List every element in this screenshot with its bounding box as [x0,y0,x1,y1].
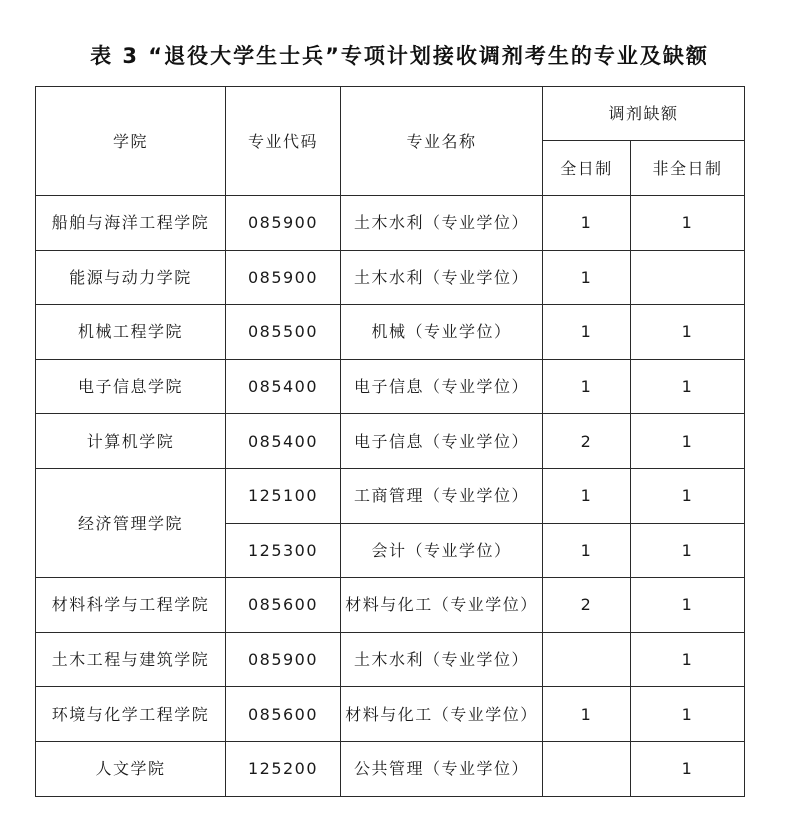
code-cell: 085400 [226,414,341,469]
school-cell: 船舶与海洋工程学院 [36,196,226,251]
part-time-cell: 1 [631,359,745,414]
major-cell: 机械（专业学位） [341,305,543,360]
part-time-cell: 1 [631,741,745,796]
table-row [36,250,745,305]
code-cell: 085900 [226,250,341,305]
part-time-cell: 1 [631,687,745,742]
full-time-cell [543,741,631,796]
school-cell: 能源与动力学院 [36,250,226,305]
table-row [36,305,745,360]
part-time-cell: 1 [631,468,745,523]
code-cell: 085400 [226,359,341,414]
school-cell: 经济管理学院 [36,468,226,577]
code-cell: 085500 [226,305,341,360]
full-time-cell: 1 [543,196,631,251]
page-title: 表 3 “退役大学生士兵”专项计划接收调剂考生的专业及缺额 [90,44,709,68]
code-cell: 085600 [226,687,341,742]
full-time-cell: 2 [543,578,631,633]
table-row [36,741,745,796]
table-header-row [36,87,745,141]
school-cell: 土木工程与建筑学院 [36,632,226,687]
table-row [36,687,745,742]
school-cell: 电子信息学院 [36,359,226,414]
major-cell: 土木水利（专业学位） [341,632,543,687]
school-cell: 机械工程学院 [36,305,226,360]
school-cell: 材料科学与工程学院 [36,578,226,633]
full-time-cell: 1 [543,468,631,523]
major-cell: 会计（专业学位） [341,523,543,578]
major-cell: 土木水利（专业学位） [341,196,543,251]
major-cell: 公共管理（专业学位） [341,741,543,796]
part-time-cell: 1 [631,414,745,469]
quota-table [35,86,745,797]
major-cell: 电子信息（专业学位） [341,359,543,414]
code-cell: 085900 [226,632,341,687]
school-cell: 计算机学院 [36,414,226,469]
full-time-cell: 1 [543,359,631,414]
full-time-cell: 2 [543,414,631,469]
table-row [36,468,745,523]
table-row [36,196,745,251]
major-cell: 材料与化工（专业学位） [341,578,543,633]
table-row [36,578,745,633]
header-school: 学院 [36,87,226,196]
table-row [36,414,745,469]
full-time-cell: 1 [543,523,631,578]
part-time-cell: 1 [631,305,745,360]
code-cell: 125100 [226,468,341,523]
code-cell: 085600 [226,578,341,633]
table-row [36,359,745,414]
code-cell: 085900 [226,196,341,251]
part-time-cell: 1 [631,523,745,578]
code-cell: 125200 [226,741,341,796]
header-major: 专业名称 [341,87,543,196]
full-time-cell: 1 [543,250,631,305]
part-time-cell: 1 [631,578,745,633]
school-cell: 环境与化学工程学院 [36,687,226,742]
full-time-cell [543,632,631,687]
header-code: 专业代码 [226,87,341,196]
school-cell: 人文学院 [36,741,226,796]
major-cell: 材料与化工（专业学位） [341,687,543,742]
code-cell: 125300 [226,523,341,578]
part-time-cell [631,250,745,305]
full-time-cell: 1 [543,687,631,742]
table-row [36,632,745,687]
major-cell: 电子信息（专业学位） [341,414,543,469]
full-time-cell: 1 [543,305,631,360]
part-time-cell: 1 [631,632,745,687]
major-cell: 土木水利（专业学位） [341,250,543,305]
part-time-cell: 1 [631,196,745,251]
header-full-time: 全日制 [543,141,631,196]
major-cell: 工商管理（专业学位） [341,468,543,523]
header-quota-group: 调剂缺额 [543,87,745,141]
header-part-time: 非全日制 [631,141,745,196]
